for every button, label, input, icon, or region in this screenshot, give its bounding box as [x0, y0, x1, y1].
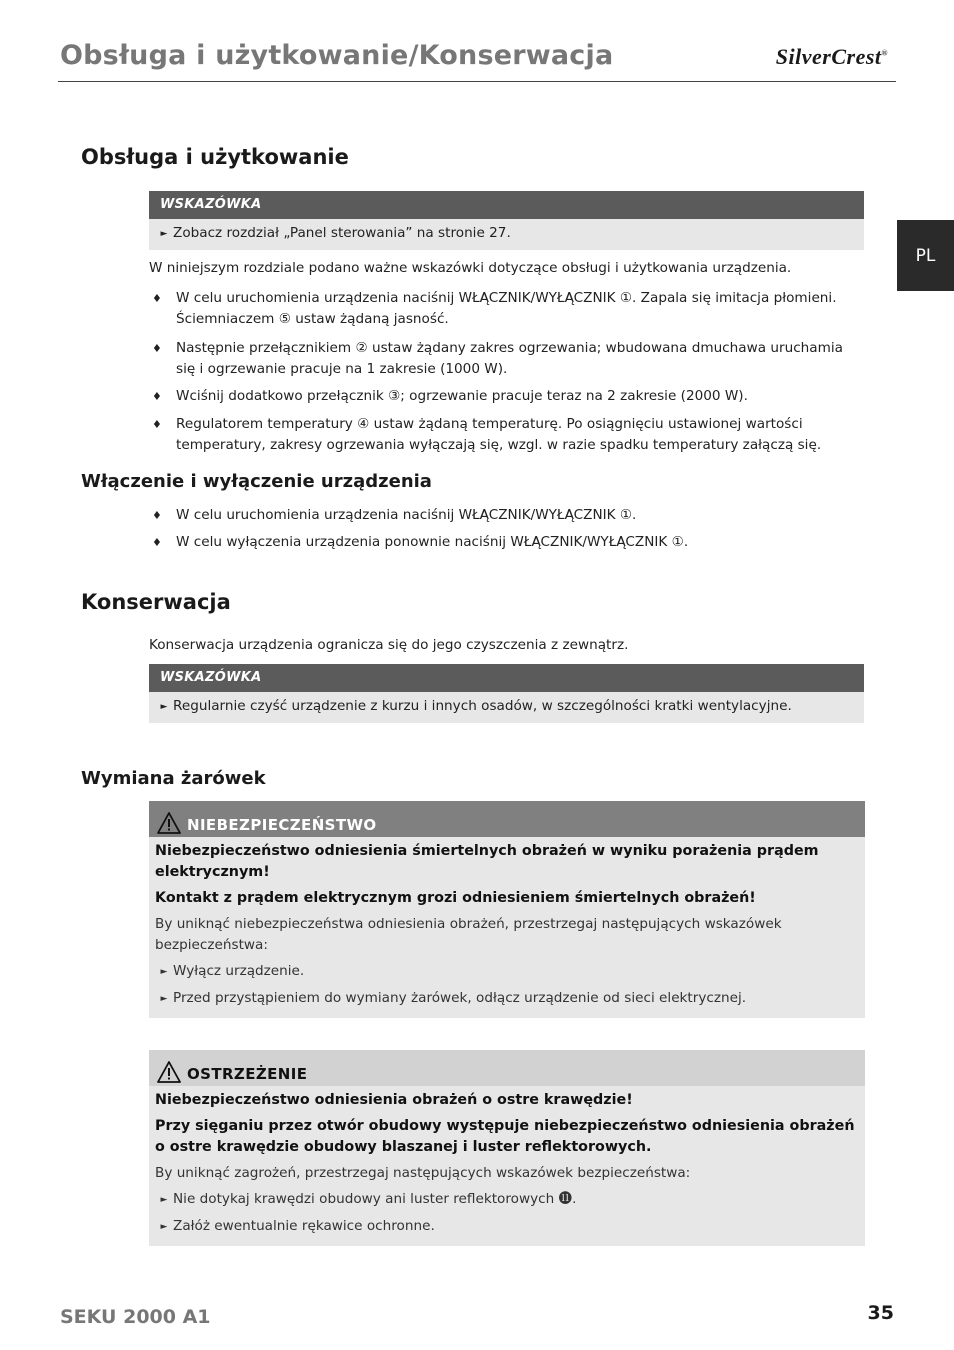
footer-model-name: SEKU 2000 A1: [60, 1306, 211, 1328]
arrow-right-icon: ►: [160, 967, 168, 977]
section-title-on-off: Włączenie i wyłączenie urządzenia: [81, 471, 432, 492]
diamond-bullet-icon: ♦: [152, 418, 162, 431]
danger-box: [149, 801, 865, 1018]
list-item-text: Wciśnij dodatkowo przełącznik ③; ogrzewanie pracuje teraz na 2 zakresie (2000 W).: [176, 388, 748, 404]
intro-paragraph: W niniejszym rozdziale podano ważne wskazówki dotyczące obsługi i użytkowania urządzenia.: [149, 260, 792, 276]
note-label: WSKAZÓWKA: [149, 191, 864, 219]
diamond-bullet-icon: ♦: [152, 390, 162, 403]
list-item-text: W celu uruchomienia urządzenia naciśnij WŁĄCZNIK/WYŁĄCZNIK ①.: [176, 507, 637, 523]
warning-triangle-icon: [157, 1061, 181, 1083]
brand-name: SilverCrest: [775, 44, 882, 69]
danger-subheadline: Kontakt z prądem elektrycznym grozi odniesieniem śmiertelnych obrażeń!: [155, 890, 756, 906]
danger-header: [149, 801, 865, 837]
arrow-right-icon: ►: [160, 229, 168, 239]
page-number: 35: [867, 1302, 894, 1324]
diamond-bullet-icon: ♦: [152, 536, 162, 549]
list-item-text: Regulatorem temperatury ④ ustaw żądaną temperaturę. Po osiągnięciu ustawionej wartości temperatury, zakresy ogrzewania wyłączają się, wzgl. w razie spadku temperatury załączą się.: [176, 416, 822, 453]
arrow-right-icon: ►: [160, 1195, 168, 1205]
note-box-operation: [149, 191, 864, 250]
warning-item-text: Załóż ewentualnie rękawice ochronne.: [173, 1218, 435, 1234]
note-text: Zobacz rozdział „Panel sterowania” na stronie 27.: [173, 225, 511, 241]
section-title-operation: Obsługa i użytkowanie: [81, 145, 349, 169]
danger-text: By uniknąć niebezpieczeństwa odniesienia obrażeń, przestrzegaj następujących wskazówek bezpieczeństwa:: [155, 916, 782, 953]
brand-trademark: ®: [881, 48, 888, 58]
danger-item: [149, 988, 865, 1010]
list-item: [149, 414, 865, 456]
list-item-text: W celu uruchomienia urządzenia naciśnij WŁĄCZNIK/WYŁĄCZNIK ①. Zapala się imitacja płomieni. Ściemniaczem ⑤ ustaw żądaną jasność.: [176, 290, 837, 327]
list-item: [149, 386, 865, 407]
maintenance-paragraph: Konserwacja urządzenia ogranicza się do jego czyszczenia z zewnątrz.: [149, 637, 629, 653]
note-label: WSKAZÓWKA: [149, 664, 864, 692]
warning-item: [149, 1216, 865, 1238]
section-title-bulb-replacement: Wymiana żarówek: [81, 768, 266, 789]
note-item: [149, 692, 864, 723]
brand-logo: [776, 44, 888, 70]
note-item: [149, 219, 864, 250]
danger-item-text: Wyłącz urządzenie.: [173, 963, 305, 979]
warning-header: [149, 1050, 865, 1086]
danger-item: [149, 961, 865, 983]
list-item-text: W celu wyłączenia urządzenia ponownie naciśnij WŁĄCZNIK/WYŁĄCZNIK ①.: [176, 534, 689, 550]
danger-item-text: Przed przystąpieniem do wymiany żarówek, odłącz urządzenie od sieci elektrycznej.: [173, 990, 747, 1006]
warning-text: By uniknąć zagrożeń, przestrzegaj następujących wskazówek bezpieczeństwa:: [155, 1165, 691, 1181]
warning-subheadline: Przy sięganiu przez otwór obudowy występuje niebezpieczeństwo odniesienia obrażeń o ostre krawędzie obudowy blaszanej i luster reflektorowych.: [155, 1118, 855, 1155]
diamond-bullet-icon: ♦: [152, 292, 162, 305]
list-item: [149, 288, 865, 330]
warning-item: [149, 1189, 865, 1211]
warning-box: [149, 1050, 865, 1246]
diamond-bullet-icon: ♦: [152, 342, 162, 355]
note-text: Regularnie czyść urządzenie z kurzu i innych osadów, w szczególności kratki wentylacyjne.: [173, 698, 792, 714]
arrow-right-icon: ►: [160, 702, 168, 712]
warning-item-text: Nie dotykaj krawędzi obudowy ani luster reflektorowych ⓫.: [173, 1191, 577, 1207]
danger-label: NIEBEZPIECZEŃSTWO: [187, 816, 377, 834]
arrow-right-icon: ►: [160, 1222, 168, 1232]
list-item-text: Następnie przełącznikiem ② ustaw żądany zakres ogrzewania; wbudowana dmuchawa uruchamia się i ogrzewanie pracuje na 1 zakresie (1000 W).: [176, 340, 843, 377]
list-item: [149, 338, 865, 380]
warning-headline: Niebezpieczeństwo odniesienia obrażeń o ostre krawędzie!: [155, 1092, 633, 1108]
page-header-title: Obsługa i użytkowanie/Konserwacja: [60, 40, 614, 71]
header-divider: [58, 81, 896, 82]
warning-label: OSTRZEŻENIE: [187, 1065, 308, 1083]
danger-headline: Niebezpieczeństwo odniesienia śmiertelnych obrażeń w wyniku porażenia prądem elektrycznym!: [155, 843, 819, 880]
warning-triangle-icon: [157, 812, 181, 834]
language-tab: PL: [897, 220, 954, 291]
note-box-maintenance: [149, 664, 864, 723]
list-item: [149, 532, 865, 553]
list-item: [149, 505, 865, 526]
diamond-bullet-icon: ♦: [152, 509, 162, 522]
arrow-right-icon: ►: [160, 994, 168, 1004]
section-title-maintenance: Konserwacja: [81, 590, 231, 614]
